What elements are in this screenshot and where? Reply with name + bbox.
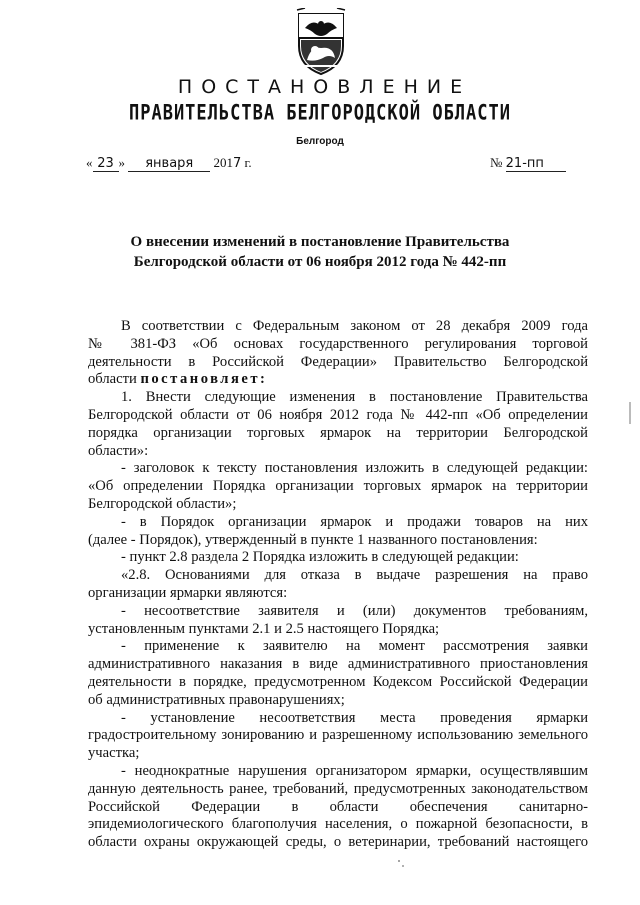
body-line-30: области охраны окружающей среды, о ветеринарии, требований настоящего xyxy=(88,834,588,851)
date-year-suffix: г. xyxy=(244,155,252,170)
body-line-13: (далее - Порядок), утвержденный в пункте 1 названного постановления: xyxy=(88,531,538,548)
body-line-25: участка; xyxy=(88,745,140,762)
body-line-10: «Об определении Порядка организации торговых ярмарок на территории xyxy=(88,478,588,495)
heading-line-1: О внесении изменений в постановление Правительства xyxy=(130,234,510,250)
body-line-9: - заголовок к тексту постановления изложить в следующей редакции: xyxy=(121,460,588,477)
body-line-17: - несоответствие заявителя и (или) документов требованиям, xyxy=(121,602,588,619)
body-line-24: градостроительному зонированию и разрешенному использованию земельного xyxy=(88,727,588,744)
body-line-19: - применение к заявителю на момент рассмотрения заявки xyxy=(121,638,588,655)
body-line-7: порядка организации торговых ярмарок на территории Белгородской xyxy=(88,424,588,441)
body-line-23: - установление несоответствия места проведения ярмарки xyxy=(121,709,588,726)
resolves-word: постановляет: xyxy=(140,371,268,388)
body-line-18: установленным пунктами 2.1 и 2.5 настоящего Порядка; xyxy=(88,620,440,637)
body-line-4 xyxy=(88,371,588,389)
document-date xyxy=(86,155,252,172)
body-line-27: данную деятельность ранее, требований, предусмотренных законодательством xyxy=(88,780,588,797)
body-line-3: деятельности в Российской Федерации» Правительство Белгородской xyxy=(88,353,588,370)
document-type-title: ПОСТАНОВЛЕНИЕ xyxy=(177,76,472,98)
date-day: 23 xyxy=(93,156,119,172)
body-line-1: В соответствии с Федеральным законом от 28 декабря 2009 года xyxy=(121,318,588,334)
document-number xyxy=(490,155,566,172)
date-year-digit: 7 xyxy=(233,156,242,171)
scan-artifact-mark xyxy=(628,402,632,424)
body-line-16: организации ярмарки являются: xyxy=(88,584,288,601)
body-line-6: Белгородской области от 06 ноября 2012 года № 442-пп «Об определении xyxy=(88,406,588,423)
body-line-8: области»: xyxy=(88,442,149,459)
scan-artifact-speck xyxy=(396,858,406,870)
body-line-11: Белгородской области»; xyxy=(88,495,237,512)
body-line-14: - пункт 2.8 раздела 2 Порядка изложить в следующей редакции: xyxy=(121,549,519,566)
document-heading xyxy=(80,232,560,272)
body-line-20: административного наказания в виде административного приостановления xyxy=(88,656,588,673)
body-line-4-start: области xyxy=(88,371,137,388)
date-month: января xyxy=(128,156,210,172)
number-label: № xyxy=(490,155,503,170)
city-name: Белгород xyxy=(296,136,344,147)
body-line-29: эпидемиологического благополучия населения, о пожарной безопасности, в xyxy=(88,816,588,833)
belgorod-coat-of-arms-icon xyxy=(293,8,349,76)
body-line-5: 1. Внести следующие изменения в постановление Правительства xyxy=(121,389,588,406)
body-line-28: Российской Федерации в области обеспечения санитарно- xyxy=(88,798,588,815)
body-line-12: - в Порядок организации ярмарок и продажи товаров на них xyxy=(121,513,588,530)
body-line-26: - неоднократные нарушения организатором ярмарки, осуществлявшим xyxy=(121,762,588,779)
body-line-15: «2.8. Основаниями для отказа в выдаче разрешения на право xyxy=(121,567,588,584)
body-line-22: об административных правонарушениях; xyxy=(88,691,345,708)
body-line-21: деятельности в порядке, предусмотренном Кодексом Российской Федерации xyxy=(88,673,588,690)
number-value: 21-пп xyxy=(506,156,566,172)
issuing-authority-title: ПРАВИТЕЛЬСТВА БЕЛГОРОДСКОЙ ОБЛАСТИ xyxy=(129,100,511,126)
document-body xyxy=(88,318,588,852)
date-year-prefix: 201 xyxy=(213,155,233,170)
heading-line-2: Белгородской области от 06 ноября 2012 года № 442-пп xyxy=(133,254,507,270)
date-quote-close: » xyxy=(118,155,125,170)
date-quote-open: « xyxy=(86,155,93,170)
body-line-2: № 381-ФЗ «Об основах государственного регулирования торговой xyxy=(88,335,588,352)
